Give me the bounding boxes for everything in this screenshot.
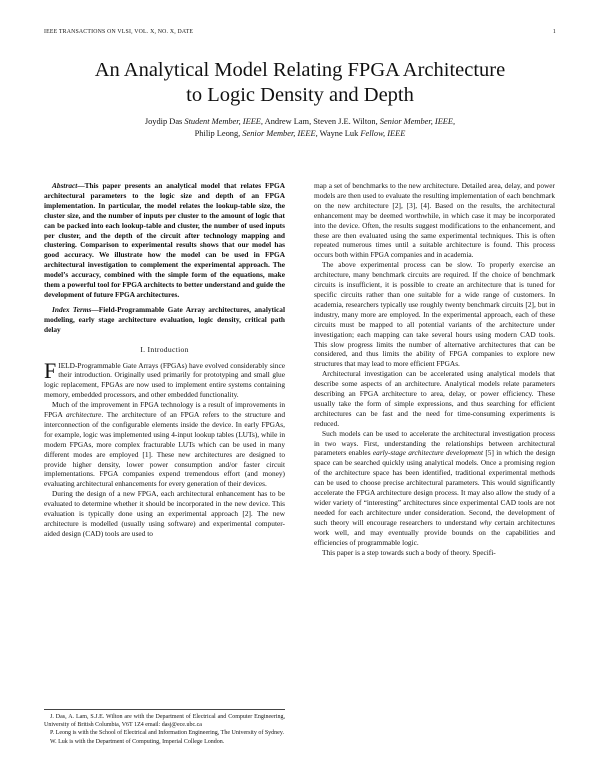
drop-cap: F bbox=[44, 357, 57, 383]
paragraph-text: IELD-Programmable Gate Arrays (FPGAs) have evolved considerably since their introduction. Originally used primarily for prototyping and small glue logic replacement, FPGAs are now used to implement entire systems containing memory, embedded processors, and other embedded functionality. bbox=[44, 360, 285, 400]
intro-paragraph-5: The above experimental process can be slow. To properly exercise an architecture, many benchmark circuits are required. If the choice of benchmark circuits is insufficient, it is possible to create an architecture that is tuned for specific circuits rather than one suitable for a wide range of customers. In academia, researchers typically use roughly twenty benchmark circuits [2], but in industry, many more are employed. In the experimental approach, each of these circuits must be mapped to all potential variants of the architecture under investigation; each mapping can take several hours using modern CAD tools. This slow progress limits the number of alternative architectures that can be considered, and thus limits the ability of FPGA companies to explore new structures that may lead to more efficient FPGAs. bbox=[314, 260, 555, 369]
section-heading: I. Introduction bbox=[140, 344, 189, 354]
title-line-1: An Analytical Model Relating FPGA Architecture bbox=[94, 59, 506, 81]
intro-paragraph-8: This paper is a step towards such a body of theory. Specifi- bbox=[322, 547, 496, 557]
left-column bbox=[44, 181, 285, 539]
right-column bbox=[314, 181, 555, 557]
paragraph-text: [5] in which the design space can be searched quickly using analytical models. Once a promising region of the architecture space has been identified, traditional experimental methods can be used to choose precise architectural parameters. This would significantly accelerate the FPGA architecture design process. It may also allow the study of a wider variety of “interesting” architectures since experimental CAD tools are not needed for each architecture under consideration. Second, the development of such theory will encourage researchers to understand bbox=[314, 448, 556, 527]
index-terms bbox=[44, 305, 285, 335]
abstract bbox=[44, 181, 285, 300]
author-role: Senior Member, IEEE, bbox=[379, 117, 456, 126]
paragraph-text: Such models can be used to accelerate the architectural investigation process in two ways. First, understanding the relationships between architectural parameters enables bbox=[314, 428, 555, 458]
paragraph-text: Much of the improvement in FPGA technology is a result of improvements in FPGA bbox=[44, 400, 285, 420]
title-line-2: to Logic Density and Depth bbox=[186, 84, 414, 106]
footnotes bbox=[44, 709, 285, 746]
intro-paragraph-4: map a set of benchmarks to the new architecture. Detailed area, delay, and power models are then used to evaluate the resulting implementation of each benchmark on the new architecture [2], [3], [4]. Based on the results, the architectural enhancement may be deemed worthwhile, in which case it may be incorporated into the device. Often, the results suggest modifications to the enhancement, and these are then evaluated using the same experimental techniques. This is often repeated numerous times until a suitable architecture is found. This process occurs both within FPGA companies and in academia. bbox=[314, 181, 555, 260]
intro-paragraph-7 bbox=[314, 429, 555, 548]
author-list bbox=[40, 116, 560, 139]
paragraph-text: . The architecture of an FPGA refers to the structure and interconnection of the configurable elements inside the device. In early FPGAs, for example, logic was implemented using 4-input lookup tables (LUTs), while in modern FPGAs, more complex fracturable LUTs which can be used in many different modes are employed [1]. These new architectures are designed to provide higher density, lower power consumption and/or faster circuit implementations. FPGA companies expend tremendous effort (and money) evaluating architectural enhancements for every generation of their devices. bbox=[44, 410, 285, 489]
intro-paragraph-6: Architectural investigation can be accelerated using analytical models that describe some aspects of an architecture. Analytical models relate parameters describing an FPGA architecture to area, delay, or power efficiency. These usually take the form of simple expressions, and thus searching for efficient architectures can be fast and the need for time-consuming experiments is reduced. bbox=[314, 369, 555, 428]
author-role: Student Member, IEEE, bbox=[184, 117, 264, 126]
journal-name: IEEE TRANSACTIONS ON VLSI, VOL. X, NO. X, DATE bbox=[44, 29, 194, 35]
footnote: P. Leong is with the School of Electrical and Information Engineering, The University of Sydney. bbox=[50, 730, 284, 737]
intro-paragraph-3: During the design of a new FPGA, each architectural enhancement has to be evaluated to determine whether it should be incorporated in the new device. This evaluation is typically done using an experimental approach [2]. The new architecture is modelled (usually using software) and experimental computer-aided design (CAD) tools are used to bbox=[44, 489, 285, 538]
footnote: W. Luk is with the Department of Computing, Imperial College London. bbox=[50, 738, 225, 745]
author-line-1 bbox=[40, 116, 560, 128]
paragraph-text: certain architectures work well, and may eventually provide bounds on the capabilities and efficiencies of programmable logic. bbox=[314, 517, 556, 547]
author-name: Joydip Das bbox=[144, 117, 183, 126]
index-terms-label: Index Terms bbox=[52, 304, 92, 314]
running-header bbox=[44, 29, 556, 39]
author-name: Andrew Lam, Steven J.E. Wilton, bbox=[264, 117, 378, 126]
emphasis: architecture bbox=[66, 410, 102, 420]
footnote: J. Das, A. Lam, S.J.E. Wilton are with the Department of Electrical and Computer Engineering, University of British Columbia, V6T 1Z4 email: dasj@ece.ubc.ca bbox=[44, 714, 285, 729]
emphasis: why bbox=[479, 517, 492, 527]
page-number: 1 bbox=[552, 29, 556, 35]
author-name: Philip Leong, bbox=[194, 128, 241, 138]
author-line-2 bbox=[40, 128, 560, 140]
index-terms-text: —Field-Programmable Gate Array architectures, analytical modeling, early stage architecture evaluation, logic density, critical path delay bbox=[44, 304, 285, 334]
abstract-label: Abstract bbox=[52, 181, 78, 190]
author-name: Wayne Luk bbox=[319, 128, 359, 138]
paper-title bbox=[40, 58, 560, 108]
author-role: Senior Member, IEEE, bbox=[242, 128, 318, 138]
abstract-text: —This paper presents an analytical model that relates FPGA architectural parameters to the logic size and depth of an FPGA implementation. In particular, the model relates the lookup-table size, the cluster size, and the number of inputs per cluster to the amount of logic that can be packed into each lookup-table and cluster, the number of used inputs per cluster, and the depth of the circuit after technology mapping and clustering. Comparison to experimental results shows that our model has good accuracy. We illustrate how the model can be used in FPGA architectural investigation to complement the experimental approach. The model’s accuracy, combined with the simple form of the equations, make them a powerful tool for FPGA architects to better understand and guide the development of future FPGA architectures. bbox=[44, 181, 285, 299]
author-role: Fellow, IEEE bbox=[360, 128, 406, 138]
intro-paragraph-1 bbox=[44, 357, 285, 401]
emphasis: early-stage architecture development bbox=[372, 448, 484, 458]
intro-paragraph-2 bbox=[44, 400, 285, 489]
